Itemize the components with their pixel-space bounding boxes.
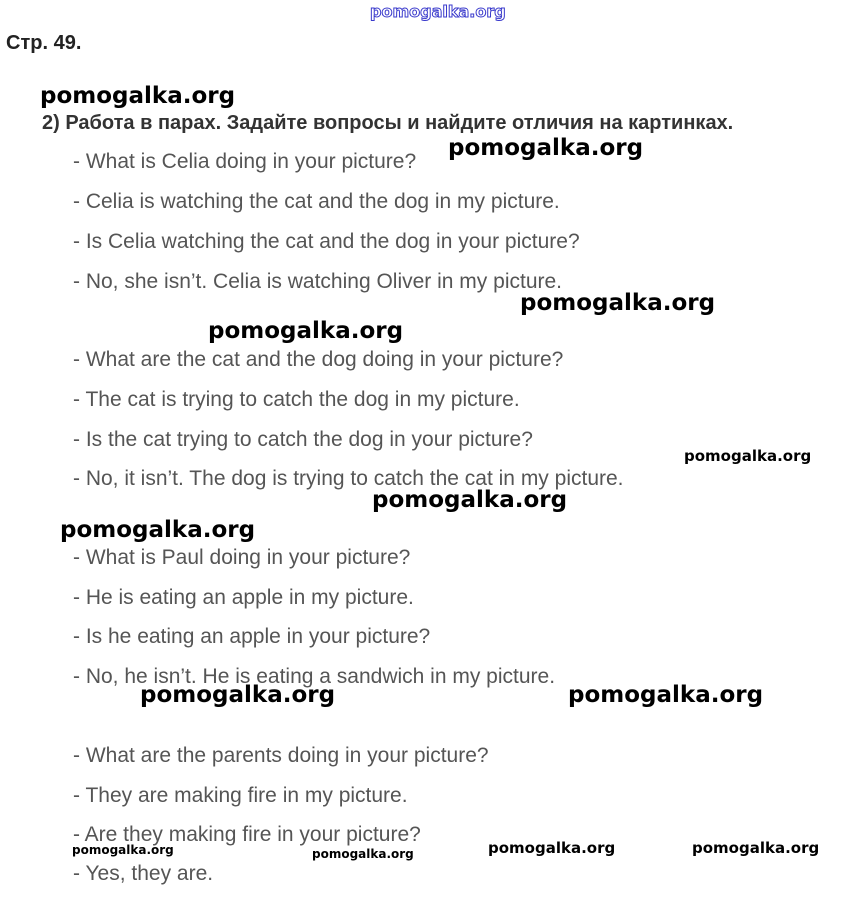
dialogue-line: - Is he eating an apple in your picture? [73, 625, 431, 648]
watermark: pomogalka.org [684, 447, 812, 465]
watermark: pomogalka.org [72, 843, 174, 857]
watermark: pomogalka.org [312, 847, 414, 861]
watermark: pomogalka.org [488, 839, 616, 857]
watermark: pomogalka.org [140, 682, 336, 708]
dialogue-line: - Is Celia watching the cat and the dog in your picture? [73, 230, 580, 253]
dialogue-line: - No, it isn’t. The dog is trying to catch the cat in my picture. [73, 467, 624, 490]
watermark: pomogalka.org [208, 318, 404, 344]
watermark: pomogalka.org [40, 83, 236, 109]
dialogue-line: - No, she isn’t. Celia is watching Oliver in my picture. [73, 270, 562, 293]
watermark-top: pomogalka.org [370, 2, 506, 21]
dialogue-line: - No, he isn’t. He is eating a sandwich in my picture. [73, 665, 556, 688]
watermark: pomogalka.org [60, 517, 256, 543]
dialogue-line: - Celia is watching the cat and the dog in my picture. [73, 190, 560, 213]
dialogue-line: - What are the cat and the dog doing in your picture? [73, 348, 564, 371]
task-title: 2) Работа в парах. Задайте вопросы и найдите отличия на картинках. [42, 112, 734, 134]
watermark: pomogalka.org [692, 839, 820, 857]
page-reference: Стр. 49. [6, 32, 82, 54]
dialogue-line: - Are they making fire in your picture? [73, 823, 421, 846]
watermark: pomogalka.org [520, 290, 716, 316]
dialogue-line: - Yes, they are. [73, 862, 214, 885]
watermark: pomogalka.org [448, 135, 644, 161]
dialogue-line: - The cat is trying to catch the dog in my picture. [73, 388, 520, 411]
dialogue-line: - What is Celia doing in your picture? [73, 150, 417, 173]
dialogue-line: - He is eating an apple in my picture. [73, 586, 414, 609]
dialogue-line: - They are making fire in my picture. [73, 784, 408, 807]
dialogue-line: - What are the parents doing in your picture? [73, 744, 489, 767]
dialogue-line: - Is the cat trying to catch the dog in your picture? [73, 428, 533, 451]
dialogue-line: - What is Paul doing in your picture? [73, 546, 411, 569]
watermark: pomogalka.org [372, 487, 568, 513]
watermark: pomogalka.org [568, 682, 764, 708]
